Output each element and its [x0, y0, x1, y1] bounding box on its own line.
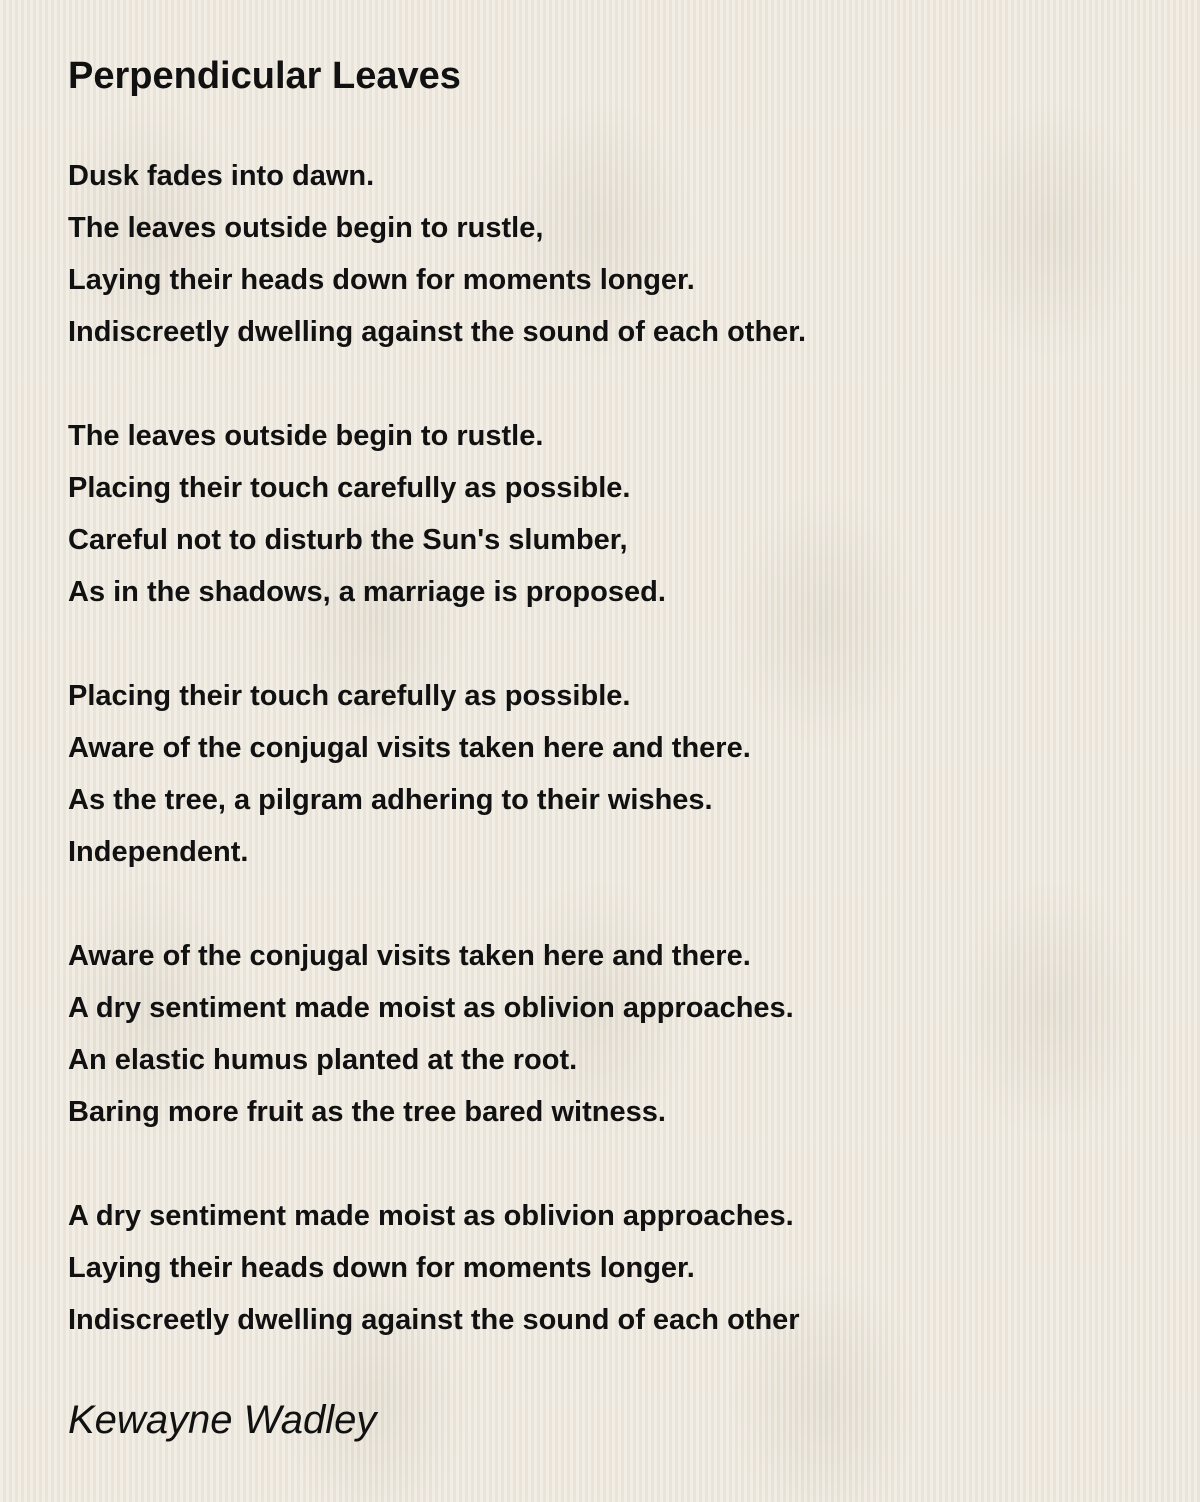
- poem-author: Kewayne Wadley: [68, 1398, 377, 1442]
- stanza-5: [68, 1190, 1148, 1346]
- poem-line: Laying their heads down for moments longer.: [68, 1252, 695, 1284]
- poem-page: [68, 52, 1148, 1448]
- poem-line: Indiscreetly dwelling against the sound of each other.: [68, 316, 807, 348]
- poem-body: [68, 150, 1148, 1346]
- poem-line: Independent.: [68, 836, 249, 868]
- poem-line: Aware of the conjugal visits taken here and there.: [68, 732, 751, 764]
- poem-line: Placing their touch carefully as possible.: [68, 680, 631, 712]
- poem-title: Perpendicular Leaves: [68, 55, 461, 97]
- stanza-4: [68, 930, 1148, 1138]
- poem-line: Laying their heads down for moments longer.: [68, 264, 695, 296]
- poem-line: A dry sentiment made moist as oblivion approaches.: [68, 992, 794, 1024]
- stanza-3: [68, 670, 1148, 878]
- stanza-1: [68, 150, 1148, 358]
- poem-line: The leaves outside begin to rustle.: [68, 420, 544, 452]
- poem-line: The leaves outside begin to rustle,: [68, 212, 544, 244]
- poem-line: A dry sentiment made moist as oblivion approaches.: [68, 1200, 794, 1232]
- poem-line: Baring more fruit as the tree bared witness.: [68, 1096, 666, 1128]
- poem-line: Dusk fades into dawn.: [68, 160, 375, 192]
- poem-line: As in the shadows, a marriage is proposed.: [68, 576, 666, 608]
- poem-line: Careful not to disturb the Sun's slumber,: [68, 524, 628, 556]
- poem-line: An elastic humus planted at the root.: [68, 1044, 578, 1076]
- poem-line: Placing their touch carefully as possible.: [68, 472, 631, 504]
- poem-line: Indiscreetly dwelling against the sound of each other: [68, 1304, 800, 1336]
- poem-line: Aware of the conjugal visits taken here and there.: [68, 940, 751, 972]
- poem-line: As the tree, a pilgram adhering to their wishes.: [68, 784, 713, 816]
- stanza-2: [68, 410, 1148, 618]
